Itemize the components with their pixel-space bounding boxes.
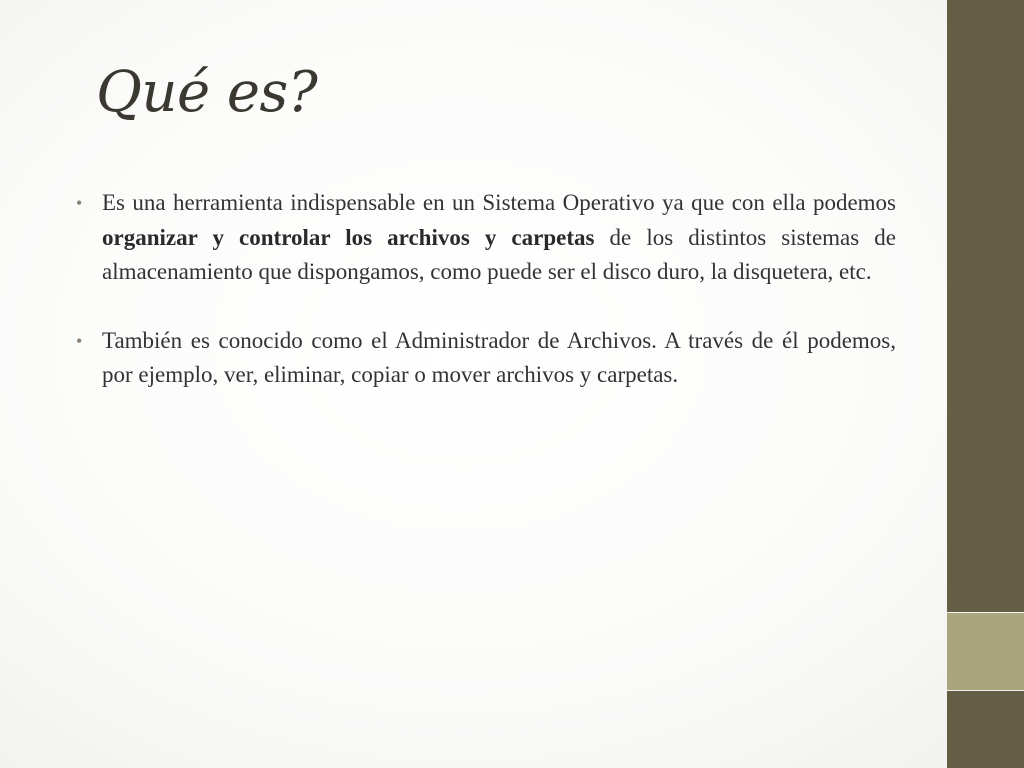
bullet-icon: • xyxy=(76,330,83,351)
decorative-side-bar xyxy=(947,0,1024,768)
bullet-text-start: Es una herramienta indispensable en un Sistema Operativo ya que con ella podemos xyxy=(102,190,896,215)
bullet-icon: • xyxy=(76,193,83,213)
side-bar-dark-segment xyxy=(947,0,1024,612)
bullet-item xyxy=(72,186,896,290)
side-bar-light-segment xyxy=(947,612,1024,690)
bullet-text-end: de los distintos sistemas de almacenamiento que dispongamos, como puede ser el disco duro, la disquetera, etc. xyxy=(102,224,896,284)
side-bar-bottom-segment xyxy=(947,690,1024,768)
side-bar-divider xyxy=(947,612,1024,613)
slide-title: Qué es? xyxy=(96,60,318,125)
bullet-text: También es conocido como el Administrador de Archivos. A través de él podemos, por ejemplo, ver, eliminar, copiar o mover archivos y carpetas. xyxy=(102,327,896,387)
bullet-text-bold: organizar y controlar los archivos y carpetas xyxy=(102,224,595,250)
side-bar-divider xyxy=(947,690,1024,691)
bullet-list xyxy=(72,186,896,427)
bullet-item xyxy=(72,324,896,393)
